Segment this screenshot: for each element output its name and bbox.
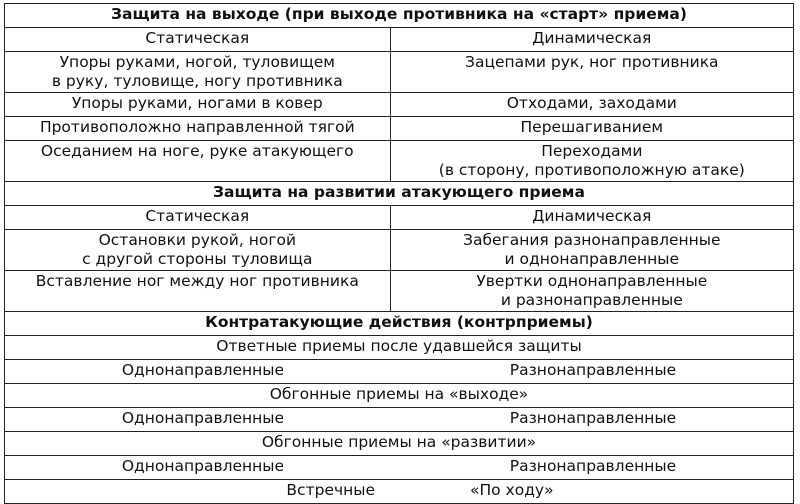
overtaking-exit-title: Обгонные приемы на «выходе»	[5, 384, 794, 408]
cell-line: и разнонаправленные	[500, 291, 683, 309]
unidirectional-label: Однонаправленные	[121, 457, 285, 475]
dynamic-item	[390, 52, 793, 93]
cell-line: Переходами	[541, 142, 643, 160]
overtaking-development-types	[5, 456, 794, 480]
static-label: Статическая	[5, 206, 391, 230]
meeting-label: Встречные	[286, 481, 376, 499]
answer-techniques-types	[5, 360, 794, 384]
cell-line: Остановки рукой, ногой	[98, 231, 297, 249]
static-item: Упоры руками, ногами в ковер	[5, 93, 391, 117]
static-item	[5, 141, 391, 182]
cell-line: и однонаправленные	[504, 250, 680, 268]
counter-types-row	[5, 480, 794, 504]
multidirectional-label: Разнонаправленные	[509, 361, 677, 379]
static-item: Противоположно направленной тягой	[5, 117, 391, 141]
multidirectional-label: Разнонаправленные	[509, 409, 677, 427]
cell-line: Забегания разнонаправленные	[463, 231, 721, 249]
cell-line: Увертки однонаправленные	[476, 272, 708, 290]
static-item	[5, 52, 391, 93]
cell-line: в руку, туловище, ногу противника	[51, 72, 343, 90]
section-counterattack-title: Контратакующие действия (контрприемы)	[5, 312, 794, 336]
section-exit-defense-title: Защита на выходе (при выходе противника на «старт» приема)	[5, 4, 794, 28]
static-item	[5, 230, 391, 271]
along-label: «По ходу»	[470, 481, 554, 499]
cell-line: Зацепами рук, ног противника	[465, 53, 719, 71]
static-item	[5, 271, 391, 312]
dynamic-item: Отходами, заходами	[390, 93, 793, 117]
dynamic-item	[390, 141, 793, 182]
cell-line: (в сторону, противоположную атаке)	[438, 161, 745, 179]
dynamic-item	[390, 271, 793, 312]
defense-table	[4, 3, 794, 504]
dynamic-item	[390, 230, 793, 271]
section-development-defense-title: Защита на развитии атакующего приема	[5, 182, 794, 206]
cell-line: Упоры руками, ногой, туловищем	[59, 53, 335, 71]
dynamic-item: Перешагиванием	[390, 117, 793, 141]
answer-techniques-title: Ответные приемы после удавшейся защиты	[5, 336, 794, 360]
overtaking-exit-types	[5, 408, 794, 432]
unidirectional-label: Однонаправленные	[121, 409, 285, 427]
unidirectional-label: Однонаправленные	[121, 361, 285, 379]
static-label: Статическая	[5, 28, 391, 52]
cell-line: Вставление ног между ног противника	[35, 272, 359, 290]
dynamic-label: Динамическая	[390, 206, 793, 230]
cell-line: Оседанием на ноге, руке атакующего	[40, 142, 354, 160]
dynamic-label: Динамическая	[390, 28, 793, 52]
multidirectional-label: Разнонаправленные	[509, 457, 677, 475]
overtaking-development-title: Обгонные приемы на «развитии»	[5, 432, 794, 456]
cell-line: с другой стороны туловища	[82, 250, 313, 268]
